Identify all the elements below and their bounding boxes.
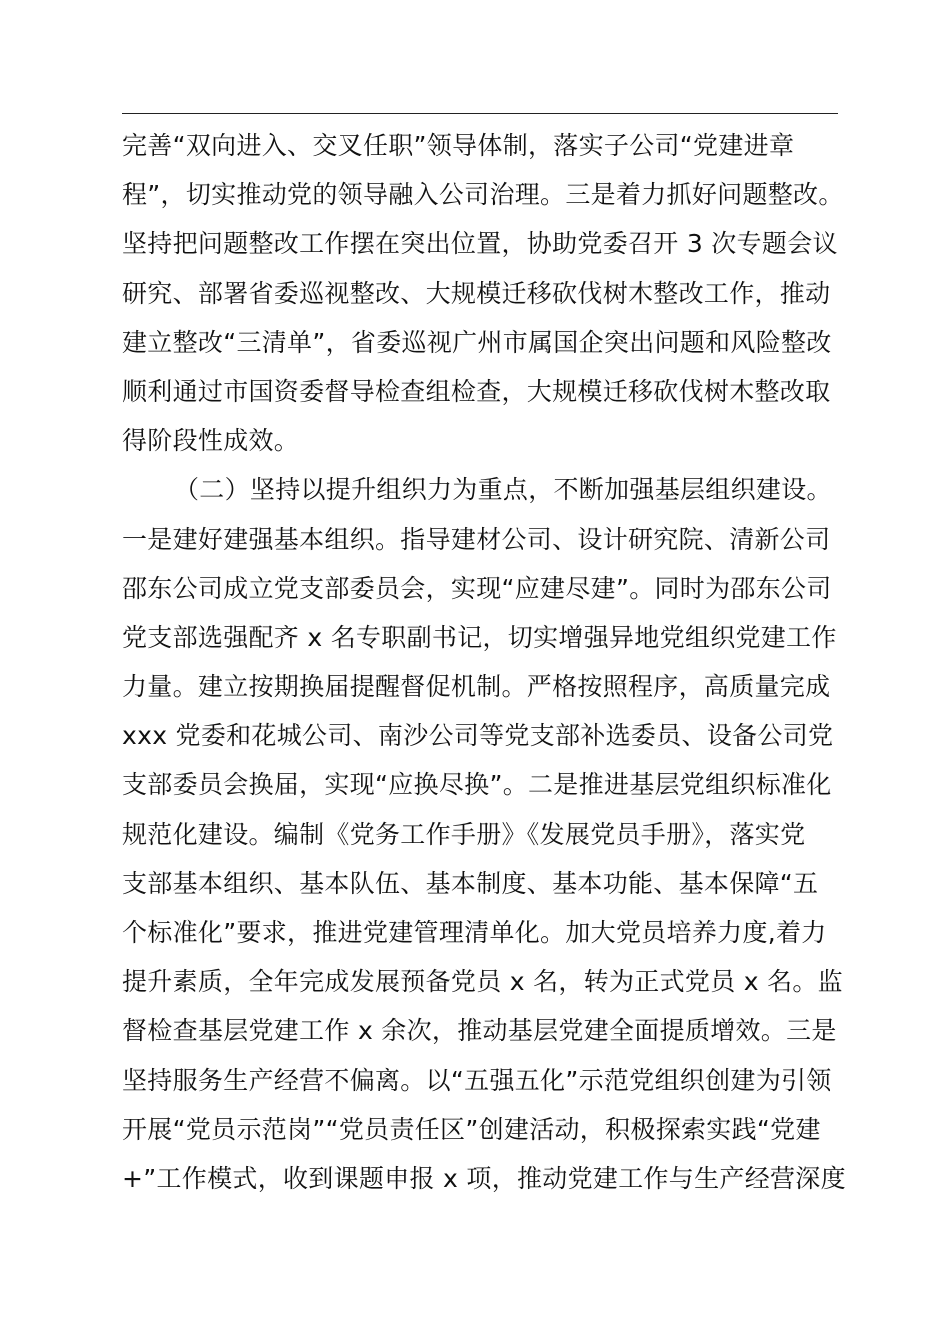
text-line: 督检查基层党建工作 x 余次，推动基层党建全面提质增效。三是 — [122, 1016, 837, 1046]
text-line: 规范化建设。编制《党务工作手册》《发展党员手册》，落实党 — [122, 819, 806, 849]
text-line: +”工作模式，收到课题申报 x 项，推动党建工作与生产经营深度 — [122, 1163, 846, 1193]
text-line: xxx 党委和花城公司、南沙公司等党支部补选委员、设备公司党 — [122, 721, 834, 751]
text-line: 力量。建立按期换届提醒督促机制。严格按照程序，高质量完成 — [122, 672, 831, 702]
text-line: 顺利通过市国资委督导检查组检查，大规模迁移砍伐树木整改取 — [122, 376, 831, 406]
text-line: 开展“党员示范岗”“党员责任区”创建活动，积极探索实践“党建 — [122, 1114, 821, 1144]
text-line: 一是建好建强基本组织。指导建材公司、设计研究院、清新公司 — [122, 524, 831, 554]
text-line: 建立整改“三清单”，省委巡视广州市属国企突出问题和风险整改 — [122, 327, 832, 357]
text-line: 党支部选强配齐 x 名专职副书记，切实增强异地党组织党建工作 — [122, 622, 837, 652]
header-rule — [122, 113, 838, 114]
text-line: 完善“双向进入、交叉任职”领导体制，落实子公司“党建进章 — [122, 131, 795, 160]
text-line: 程”，切实推动党的领导融入公司治理。三是着力抓好问题整改。 — [122, 180, 844, 210]
text-line: 个标准化”要求，推进党建管理清单化。加大党员培养力度,着力 — [122, 918, 827, 947]
section-heading: （二）坚持以提升组织力为重点，不断加强基层组织建设。 — [174, 475, 832, 505]
body-text — [122, 121, 846, 1203]
text-line: 支部委员会换届，实现“应换尽换”。二是推进基层党组织标准化 — [122, 770, 832, 800]
text-line: 支部基本组织、基本队伍、基本制度、基本功能、基本保障“五 — [122, 868, 819, 898]
text-line: 研究、部署省委巡视整改、大规模迁移砍伐树木整改工作，推动 — [122, 278, 831, 308]
text-line: 邵东公司成立党支部委员会，实现“应建尽建”。同时为邵东公司 — [122, 573, 832, 603]
text-line: 坚持把问题整改工作摆在突出位置，协助党委召开 3 次专题会议 — [122, 229, 838, 259]
text-line: 坚持服务生产经营不偏离。以“五强五化”示范党组织创建为引领 — [122, 1065, 832, 1095]
text-line: 提升素质，全年完成发展预备党员 x 名，转为正式党员 x 名。监 — [122, 967, 843, 997]
text-line: 得阶段性成效。 — [122, 426, 300, 456]
